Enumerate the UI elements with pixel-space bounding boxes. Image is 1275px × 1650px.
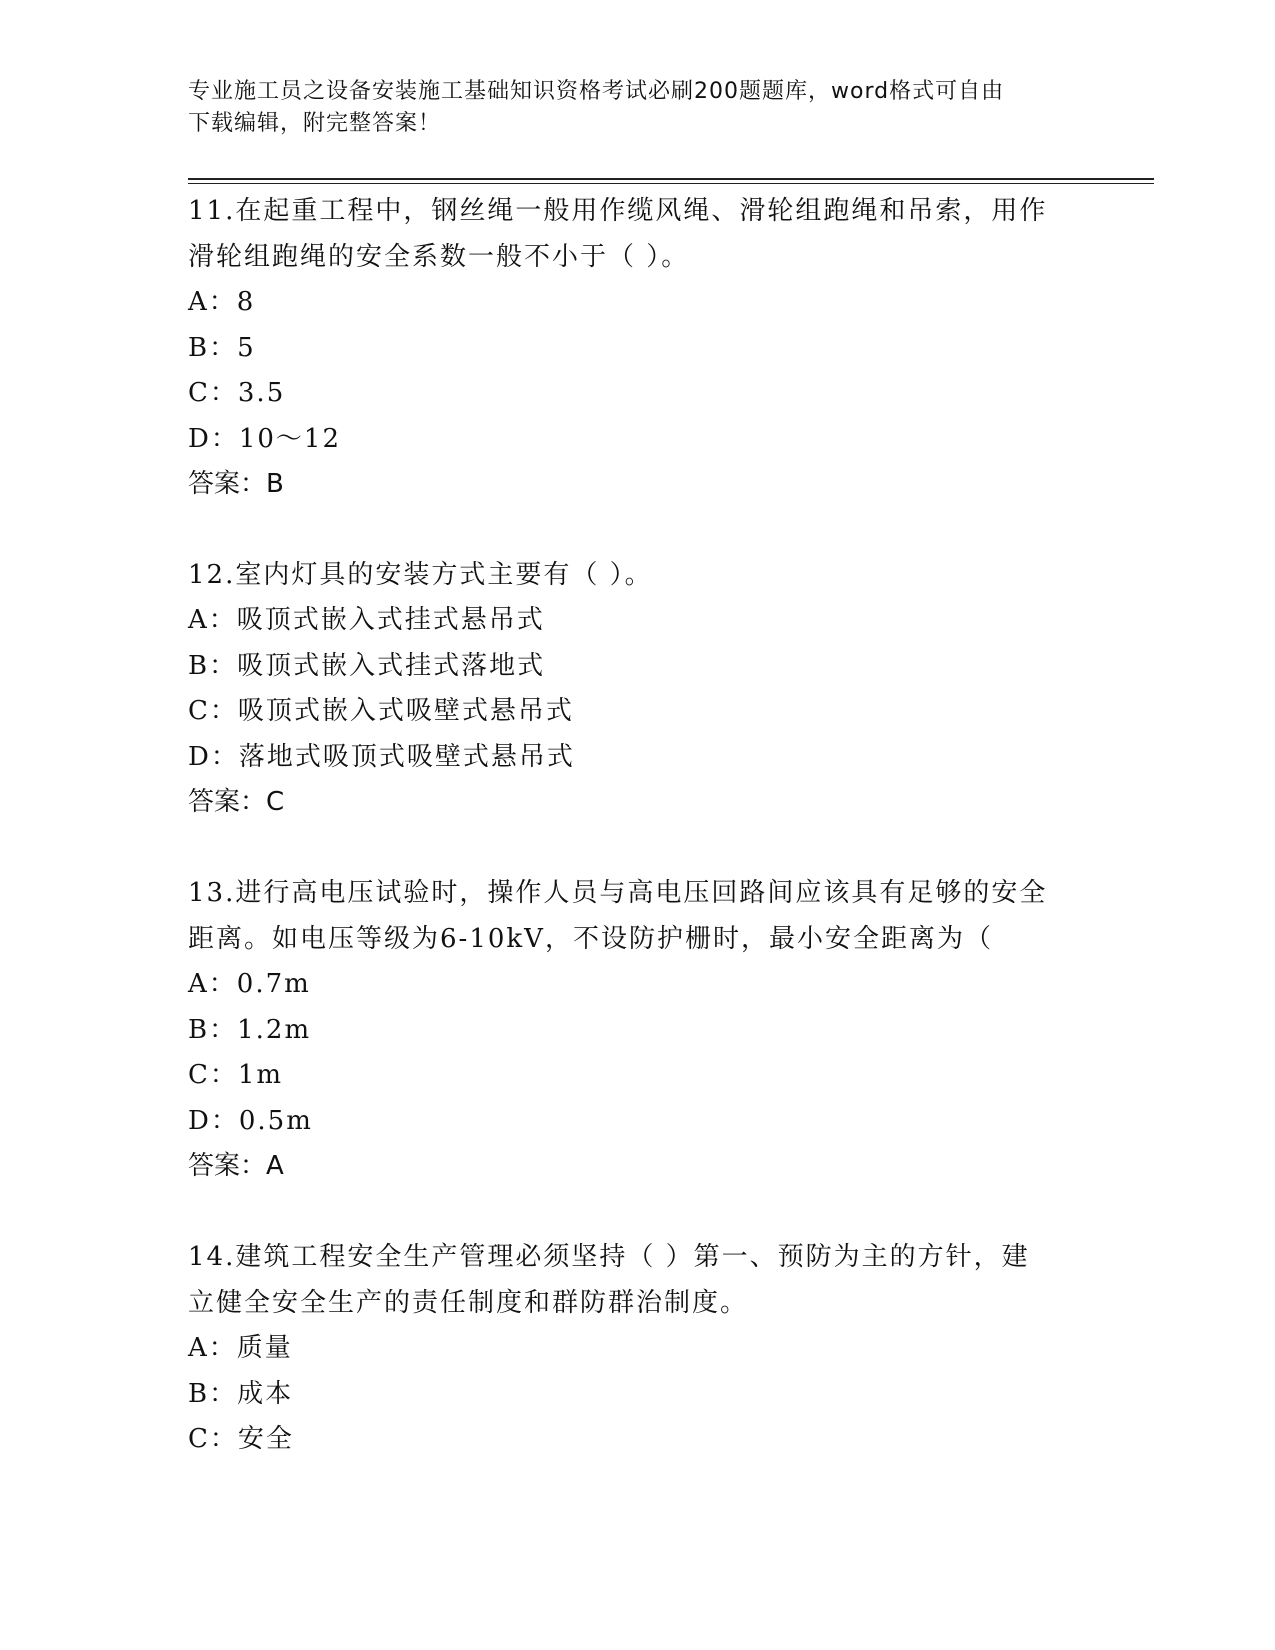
question-list: [188, 188, 1148, 1509]
header-title-line-1: 专业施工员之设备安装施工基础知识资格考试必刷200题题库，word格式可自由: [188, 79, 1005, 104]
option-a: A：8: [188, 287, 256, 317]
option-a: A：质量: [188, 1333, 293, 1363]
option-c: C：安全: [188, 1424, 294, 1454]
answer-line: 答案：A: [188, 1151, 284, 1181]
header-title-line-2: 下载编辑，附完整答案！: [188, 111, 442, 136]
question-stem-line: 立健全安全生产的责任制度和群防群治制度。: [188, 1288, 749, 1318]
header-divider-thin: [188, 183, 1154, 184]
option-b: B：5: [188, 332, 256, 363]
option-c: C：吸顶式嵌入式吸壁式悬吊式: [188, 696, 574, 726]
option-c: C：1m: [188, 1060, 284, 1090]
option-b: B：1.2m: [188, 1014, 312, 1045]
option-a: A：吸顶式嵌入式挂式悬吊式: [188, 605, 545, 635]
option-d: D：10～12: [188, 423, 342, 454]
question-stem-line: 12.室内灯具的安装方式主要有（ ）。: [188, 560, 653, 590]
question-stem-line: 14.建筑工程安全生产管理必须坚持（ ）第一、预防为主的方针，建: [188, 1242, 1030, 1272]
question-stem-line: 滑轮组跑绳的安全系数一般不小于（ ）。: [188, 242, 690, 272]
option-b: B：吸顶式嵌入式挂式落地式: [188, 650, 546, 681]
question-stem-line: 距离。如电压等级为6-10kV，不设防护栅时，最小安全距离为（: [188, 924, 993, 954]
answer-line: 答案：C: [188, 787, 285, 817]
question-stem-line: 11.在起重工程中，钢丝绳一般用作缆风绳、滑轮组跑绳和吊索，用作: [188, 196, 1048, 226]
option-a: A：0.7m: [188, 969, 311, 999]
option-d: D：0.5m: [188, 1105, 313, 1136]
question-stem-line: 13.进行高电压试验时，操作人员与高电压回路间应该具有足够的安全: [188, 878, 1048, 908]
document-header: [188, 76, 1068, 140]
header-divider-thick: [188, 178, 1154, 180]
question-12: [188, 552, 1148, 824]
option-c: C：3.5: [188, 378, 286, 408]
question-11: [188, 188, 1148, 506]
question-14: [188, 1234, 1148, 1463]
option-b: B：成本: [188, 1378, 294, 1409]
question-13: [188, 870, 1148, 1188]
answer-line: 答案：B: [188, 469, 284, 499]
option-d: D：落地式吸顶式吸壁式悬吊式: [188, 741, 575, 772]
